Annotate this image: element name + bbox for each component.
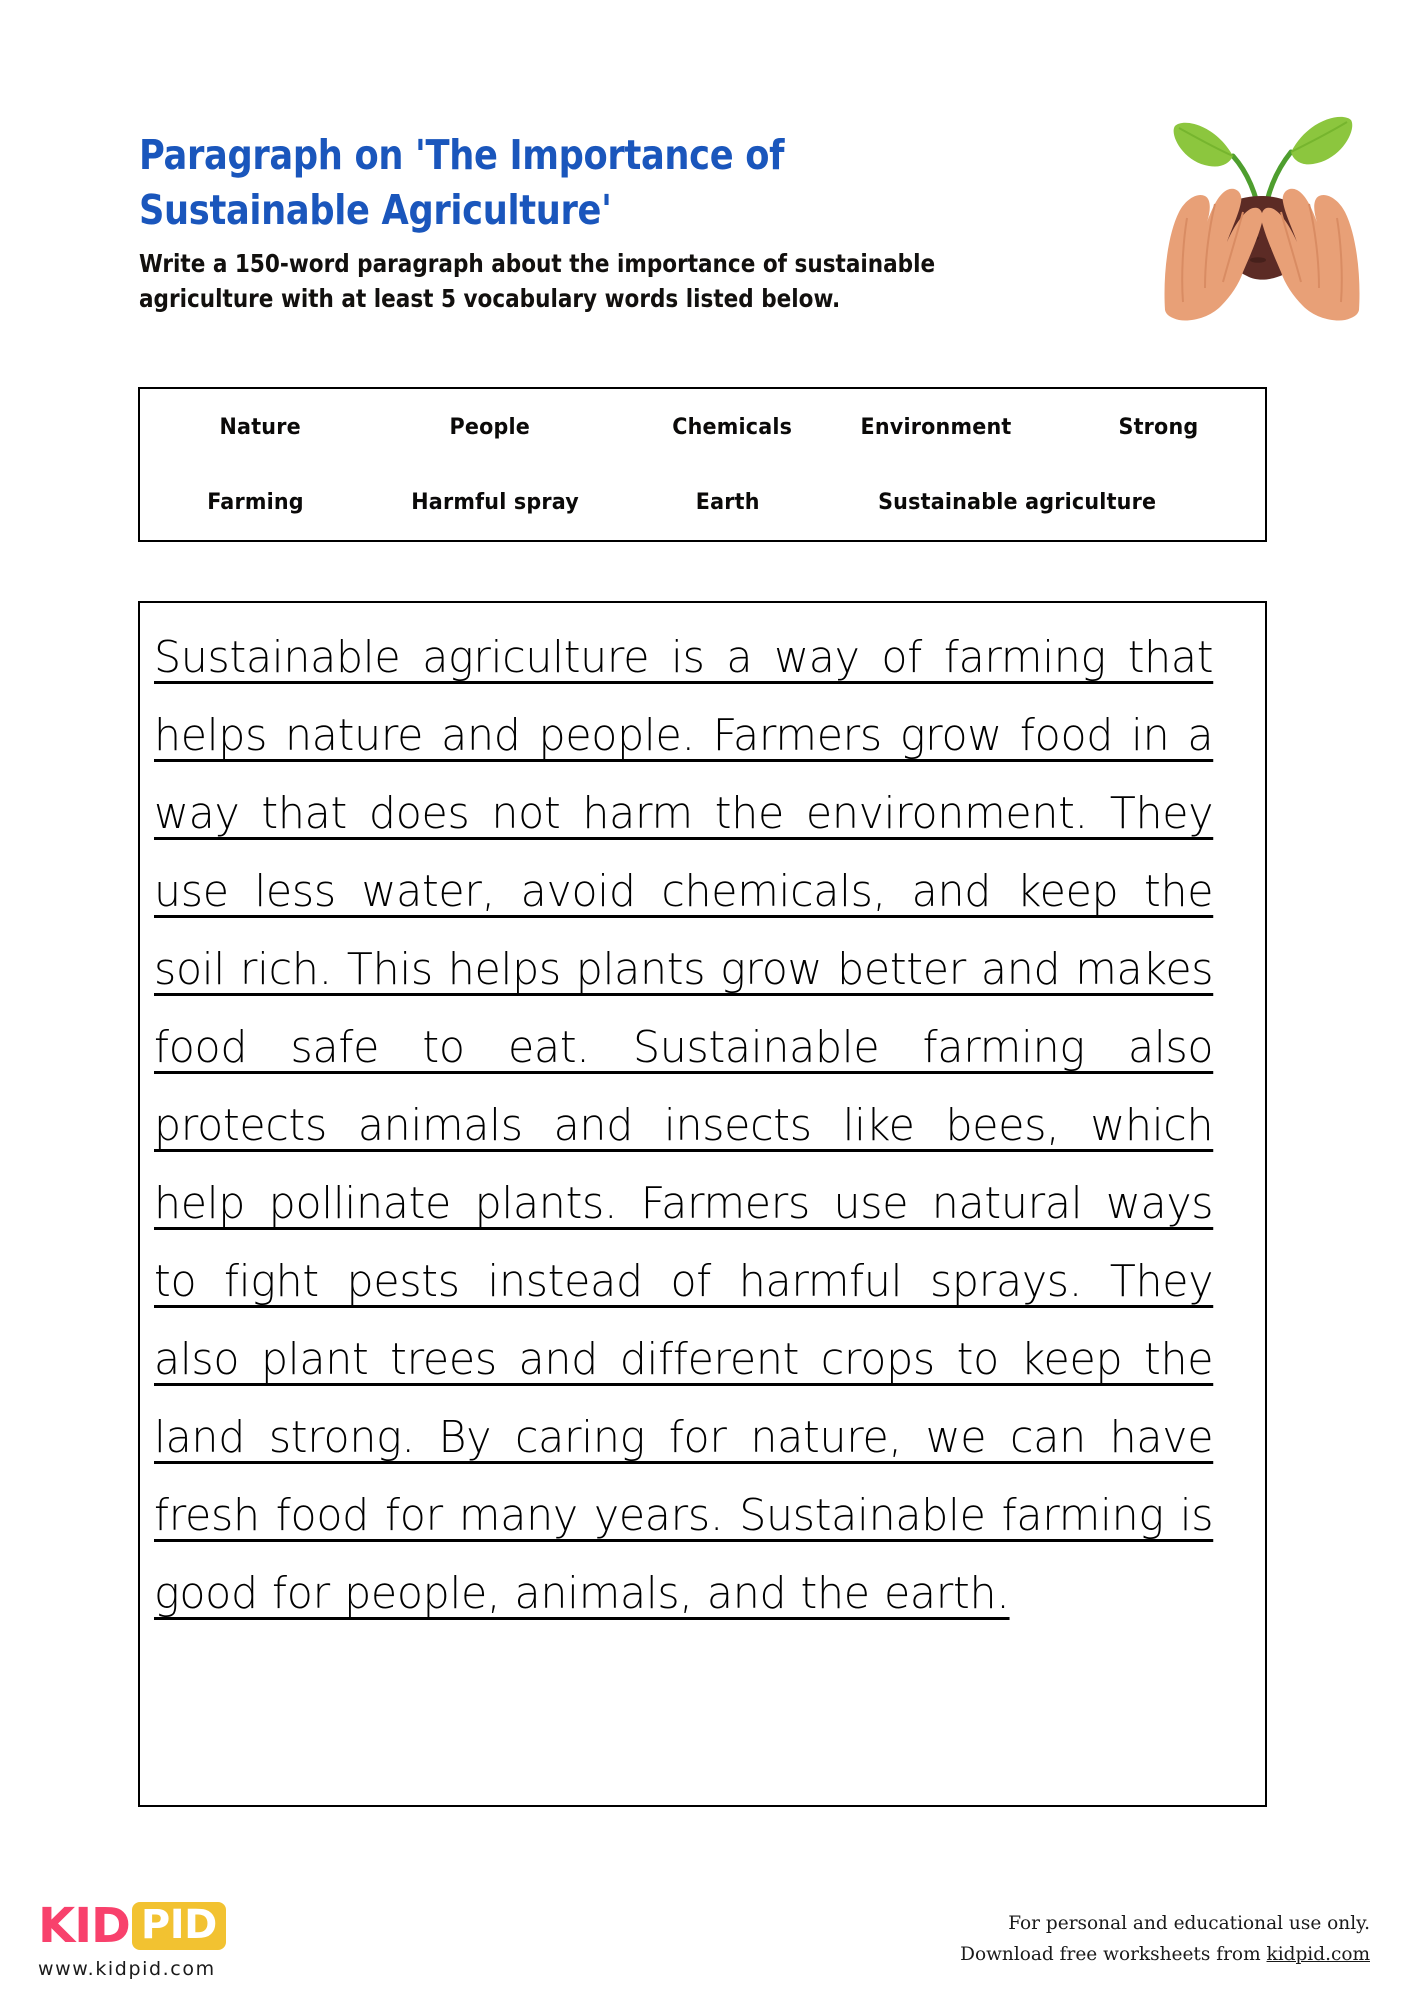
logo-mark <box>38 1898 268 1954</box>
footer-kidpid-link[interactable]: kidpid.com <box>1266 1944 1370 1965</box>
instruction-text: Write a 150-word paragraph about the importance of sustainable agriculture with at least 5 vocabulary words listed below. <box>139 249 936 313</box>
vocabulary-word: Sustainable agriculture <box>877 489 1156 516</box>
vocabulary-word: Nature <box>219 413 301 440</box>
logo-pid-text: PID <box>140 1902 217 1948</box>
logo-kid-text: KID <box>38 1898 130 1954</box>
answer-writing-box[interactable] <box>138 601 1267 1807</box>
footer-notice-prefix: Download free worksheets from <box>960 1944 1267 1965</box>
vocabulary-word: Harmful spray <box>411 489 579 516</box>
logo-website-url[interactable]: www.kidpid.com <box>38 1958 216 1980</box>
worksheet-header <box>139 128 1174 317</box>
hands-holding-seedling-icon <box>1157 96 1367 326</box>
vocabulary-word-bank <box>138 387 1267 542</box>
kidpid-logo[interactable] <box>38 1898 268 1980</box>
footer-notice-line-2 <box>960 1939 1370 1970</box>
vocabulary-word: People <box>449 413 531 440</box>
footer-notice <box>960 1908 1370 1970</box>
vocabulary-word: Chemicals <box>672 413 793 440</box>
vocabulary-row-1 <box>140 389 1265 465</box>
page-title: Paragraph on 'The Importance of Sustainable Agriculture' <box>139 131 785 234</box>
vocabulary-word: Strong <box>1118 413 1199 440</box>
vocabulary-word: Earth <box>696 489 760 516</box>
vocabulary-word: Farming <box>207 489 304 516</box>
vocabulary-word: Environment <box>860 413 1012 440</box>
vocabulary-row-2 <box>140 465 1265 541</box>
answer-paragraph[interactable]: Sustainable agriculture is a way of farming that helps nature and people. Farmers grow food in a way that does not harm the environment. They use less water, avoid chemicals, and keep the soil rich. This helps plants grow better and makes food safe to eat. Sustainable farming also protects animals and insects like bees, which help pollinate plants. Farmers use natural ways to fight pests instead of harmful sprays. They also plant trees and different crops to keep the land strong. By caring for nature, we can have fresh food for many years. Sustainable farming is good for people, animals, and the earth. <box>154 632 1214 1619</box>
footer-notice-line-1: For personal and educational use only. <box>1008 1913 1370 1934</box>
logo-pid-badge <box>132 1902 226 1950</box>
